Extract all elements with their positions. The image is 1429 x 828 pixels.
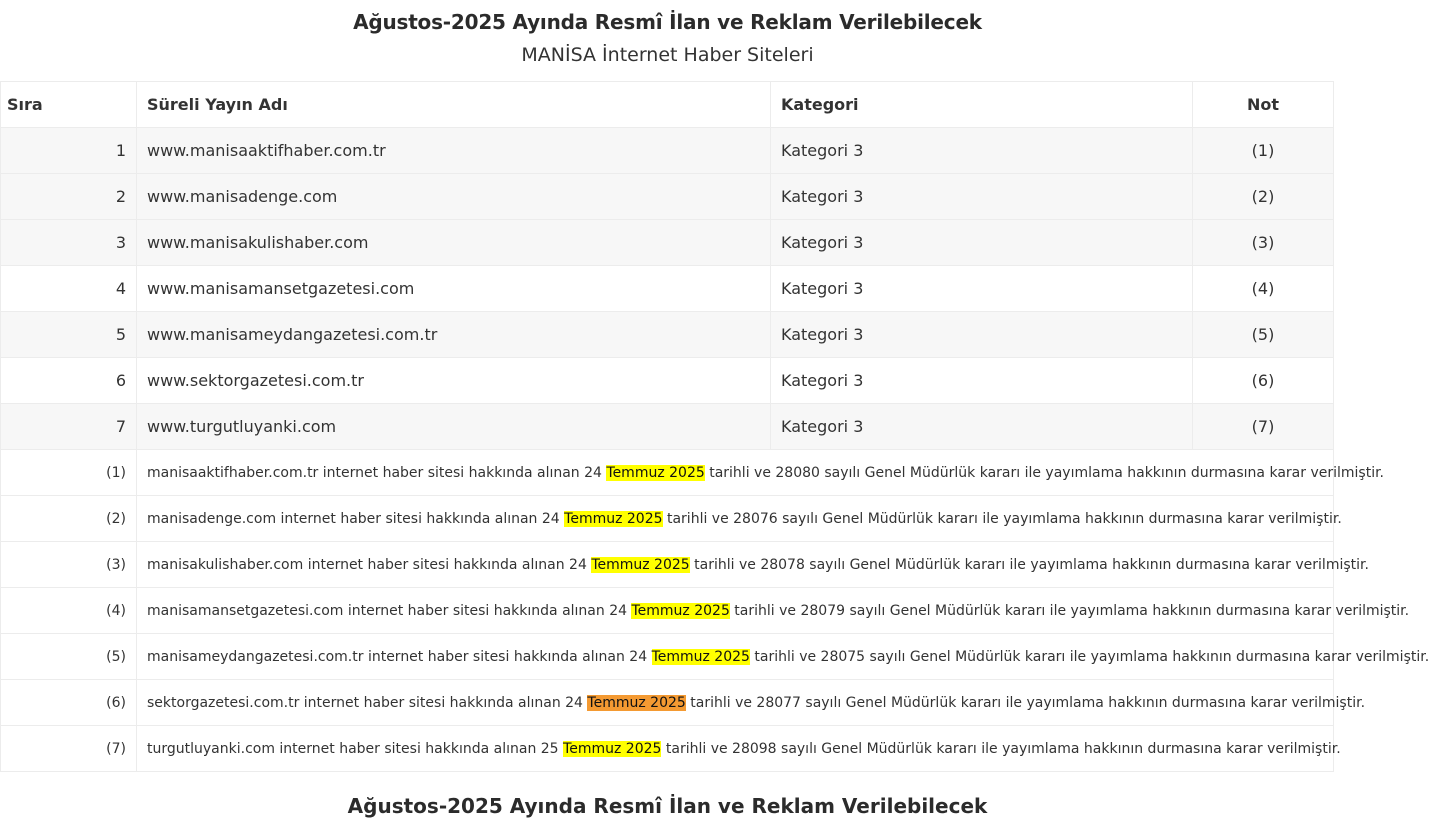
note-number: (4) — [1, 588, 137, 634]
table-row — [1, 220, 1334, 266]
column-header-note: Not — [1193, 82, 1334, 128]
row-number: 2 — [1, 174, 137, 220]
column-header-name: Süreli Yayın Adı — [137, 82, 771, 128]
note-number: (6) — [1, 680, 137, 726]
next-section-title: Ağustos-2025 Ayında Resmî İlan ve Reklam Verilebilecek — [347, 794, 988, 818]
note-text-after: tarihli ve 28080 sayılı Genel Müdürlük kararı ile yayımlama hakkının durmasına karar verilmiştir. — [704, 464, 1384, 481]
row-number: 5 — [1, 312, 137, 358]
note-text — [137, 496, 1342, 542]
note-row — [1, 588, 1334, 634]
table-row — [1, 404, 1334, 450]
note-row — [1, 542, 1334, 588]
table-row — [1, 174, 1334, 220]
table-body — [1, 128, 1334, 450]
date-highlight: Temmuz 2025 — [591, 556, 690, 573]
note-text-before: manisadenge.com internet haber sitesi hakkında alınan 24 — [147, 510, 565, 527]
note-row — [1, 680, 1334, 726]
note-text-before: manisameydangazetesi.com.tr internet haber sitesi hakkında alınan 24 — [147, 648, 652, 665]
note-reference: (6) — [1193, 358, 1334, 404]
notes-body — [1, 450, 1429, 772]
note-text-after: tarihli ve 28098 sayılı Genel Müdürlük kararı ile yayımlama hakkının durmasına karar verilmiştir. — [661, 740, 1341, 757]
publications-table — [0, 81, 1429, 772]
note-reference: (4) — [1193, 266, 1334, 312]
row-number: 1 — [1, 128, 137, 174]
note-reference: (5) — [1193, 312, 1334, 358]
note-reference: (7) — [1193, 404, 1334, 450]
note-reference: (1) — [1193, 128, 1334, 174]
note-text-before: turgutluyanki.com internet haber sitesi hakkında alınan 25 — [147, 740, 564, 757]
date-highlight: Temmuz 2025 — [564, 510, 663, 527]
publication-name: www.manisakulishaber.com — [137, 220, 771, 266]
note-number: (5) — [1, 634, 137, 680]
publication-category: Kategori 3 — [771, 404, 1193, 450]
note-text-before: sektorgazetesi.com.tr internet haber sitesi hakkında alınan 24 — [147, 694, 588, 711]
publication-name: www.manisameydangazetesi.com.tr — [137, 312, 771, 358]
note-row — [1, 726, 1334, 772]
publication-name: www.manisaaktifhaber.com.tr — [137, 128, 771, 174]
table-row — [1, 358, 1334, 404]
note-reference: (2) — [1193, 174, 1334, 220]
row-number: 3 — [1, 220, 137, 266]
page-subtitle: MANİSA İnternet Haber Siteleri — [521, 44, 814, 66]
publication-category: Kategori 3 — [771, 220, 1193, 266]
row-number: 6 — [1, 358, 137, 404]
note-number: (2) — [1, 496, 137, 542]
note-text-after: tarihli ve 28078 sayılı Genel Müdürlük kararı ile yayımlama hakkının durmasına karar verilmiştir. — [689, 556, 1369, 573]
publication-category: Kategori 3 — [771, 358, 1193, 404]
page-title: Ağustos-2025 Ayında Resmî İlan ve Reklam Verilebilecek — [353, 10, 982, 34]
note-text — [137, 542, 1369, 588]
note-text-before: manisaaktifhaber.com.tr internet haber sitesi hakkında alınan 24 — [147, 464, 607, 481]
table-row — [1, 266, 1334, 312]
publication-category: Kategori 3 — [771, 312, 1193, 358]
column-header-category: Kategori — [771, 82, 1193, 128]
table-row — [1, 312, 1334, 358]
publication-name: www.manisadenge.com — [137, 174, 771, 220]
publication-category: Kategori 3 — [771, 266, 1193, 312]
date-highlight: Temmuz 2025 — [606, 464, 705, 481]
note-text-after: tarihli ve 28077 sayılı Genel Müdürlük kararı ile yayımlama hakkının durmasına karar verilmiştir. — [685, 694, 1366, 711]
table-row — [1, 128, 1334, 174]
note-number: (1) — [1, 450, 137, 496]
note-number: (7) — [1, 726, 137, 772]
note-row — [1, 450, 1334, 496]
note-text-after: tarihli ve 28075 sayılı Genel Müdürlük kararı ile yayımlama hakkının durmasına karar verilmiştir. — [749, 648, 1429, 665]
publication-category: Kategori 3 — [771, 128, 1193, 174]
note-reference: (3) — [1193, 220, 1334, 266]
publication-name: www.manisamansetgazetesi.com — [137, 266, 771, 312]
date-highlight-selected: Temmuz 2025 — [587, 694, 686, 711]
note-text — [137, 634, 1429, 680]
row-number: 4 — [1, 266, 137, 312]
note-row — [1, 634, 1334, 680]
note-text — [137, 450, 1384, 496]
table-header-row — [1, 82, 1334, 128]
date-highlight: Temmuz 2025 — [563, 740, 662, 757]
date-highlight: Temmuz 2025 — [631, 602, 730, 619]
note-text — [137, 588, 1410, 634]
note-text-before: manisamansetgazetesi.com internet haber sitesi hakkında alınan 24 — [147, 602, 632, 619]
date-highlight: Temmuz 2025 — [651, 648, 750, 665]
column-header-sira: Sıra — [1, 82, 137, 128]
note-text — [137, 726, 1341, 772]
note-text-after: tarihli ve 28076 sayılı Genel Müdürlük kararı ile yayımlama hakkının durmasına karar verilmiştir. — [662, 510, 1342, 527]
publication-category: Kategori 3 — [771, 174, 1193, 220]
row-number: 7 — [1, 404, 137, 450]
note-row — [1, 496, 1334, 542]
note-text-before: manisakulishaber.com internet haber sitesi hakkında alınan 24 — [147, 556, 592, 573]
publication-name: www.sektorgazetesi.com.tr — [137, 358, 771, 404]
publication-name: www.turgutluyanki.com — [137, 404, 771, 450]
note-text-after: tarihli ve 28079 sayılı Genel Müdürlük kararı ile yayımlama hakkının durmasına karar verilmiştir. — [729, 602, 1410, 619]
note-number: (3) — [1, 542, 137, 588]
note-text — [137, 680, 1366, 726]
